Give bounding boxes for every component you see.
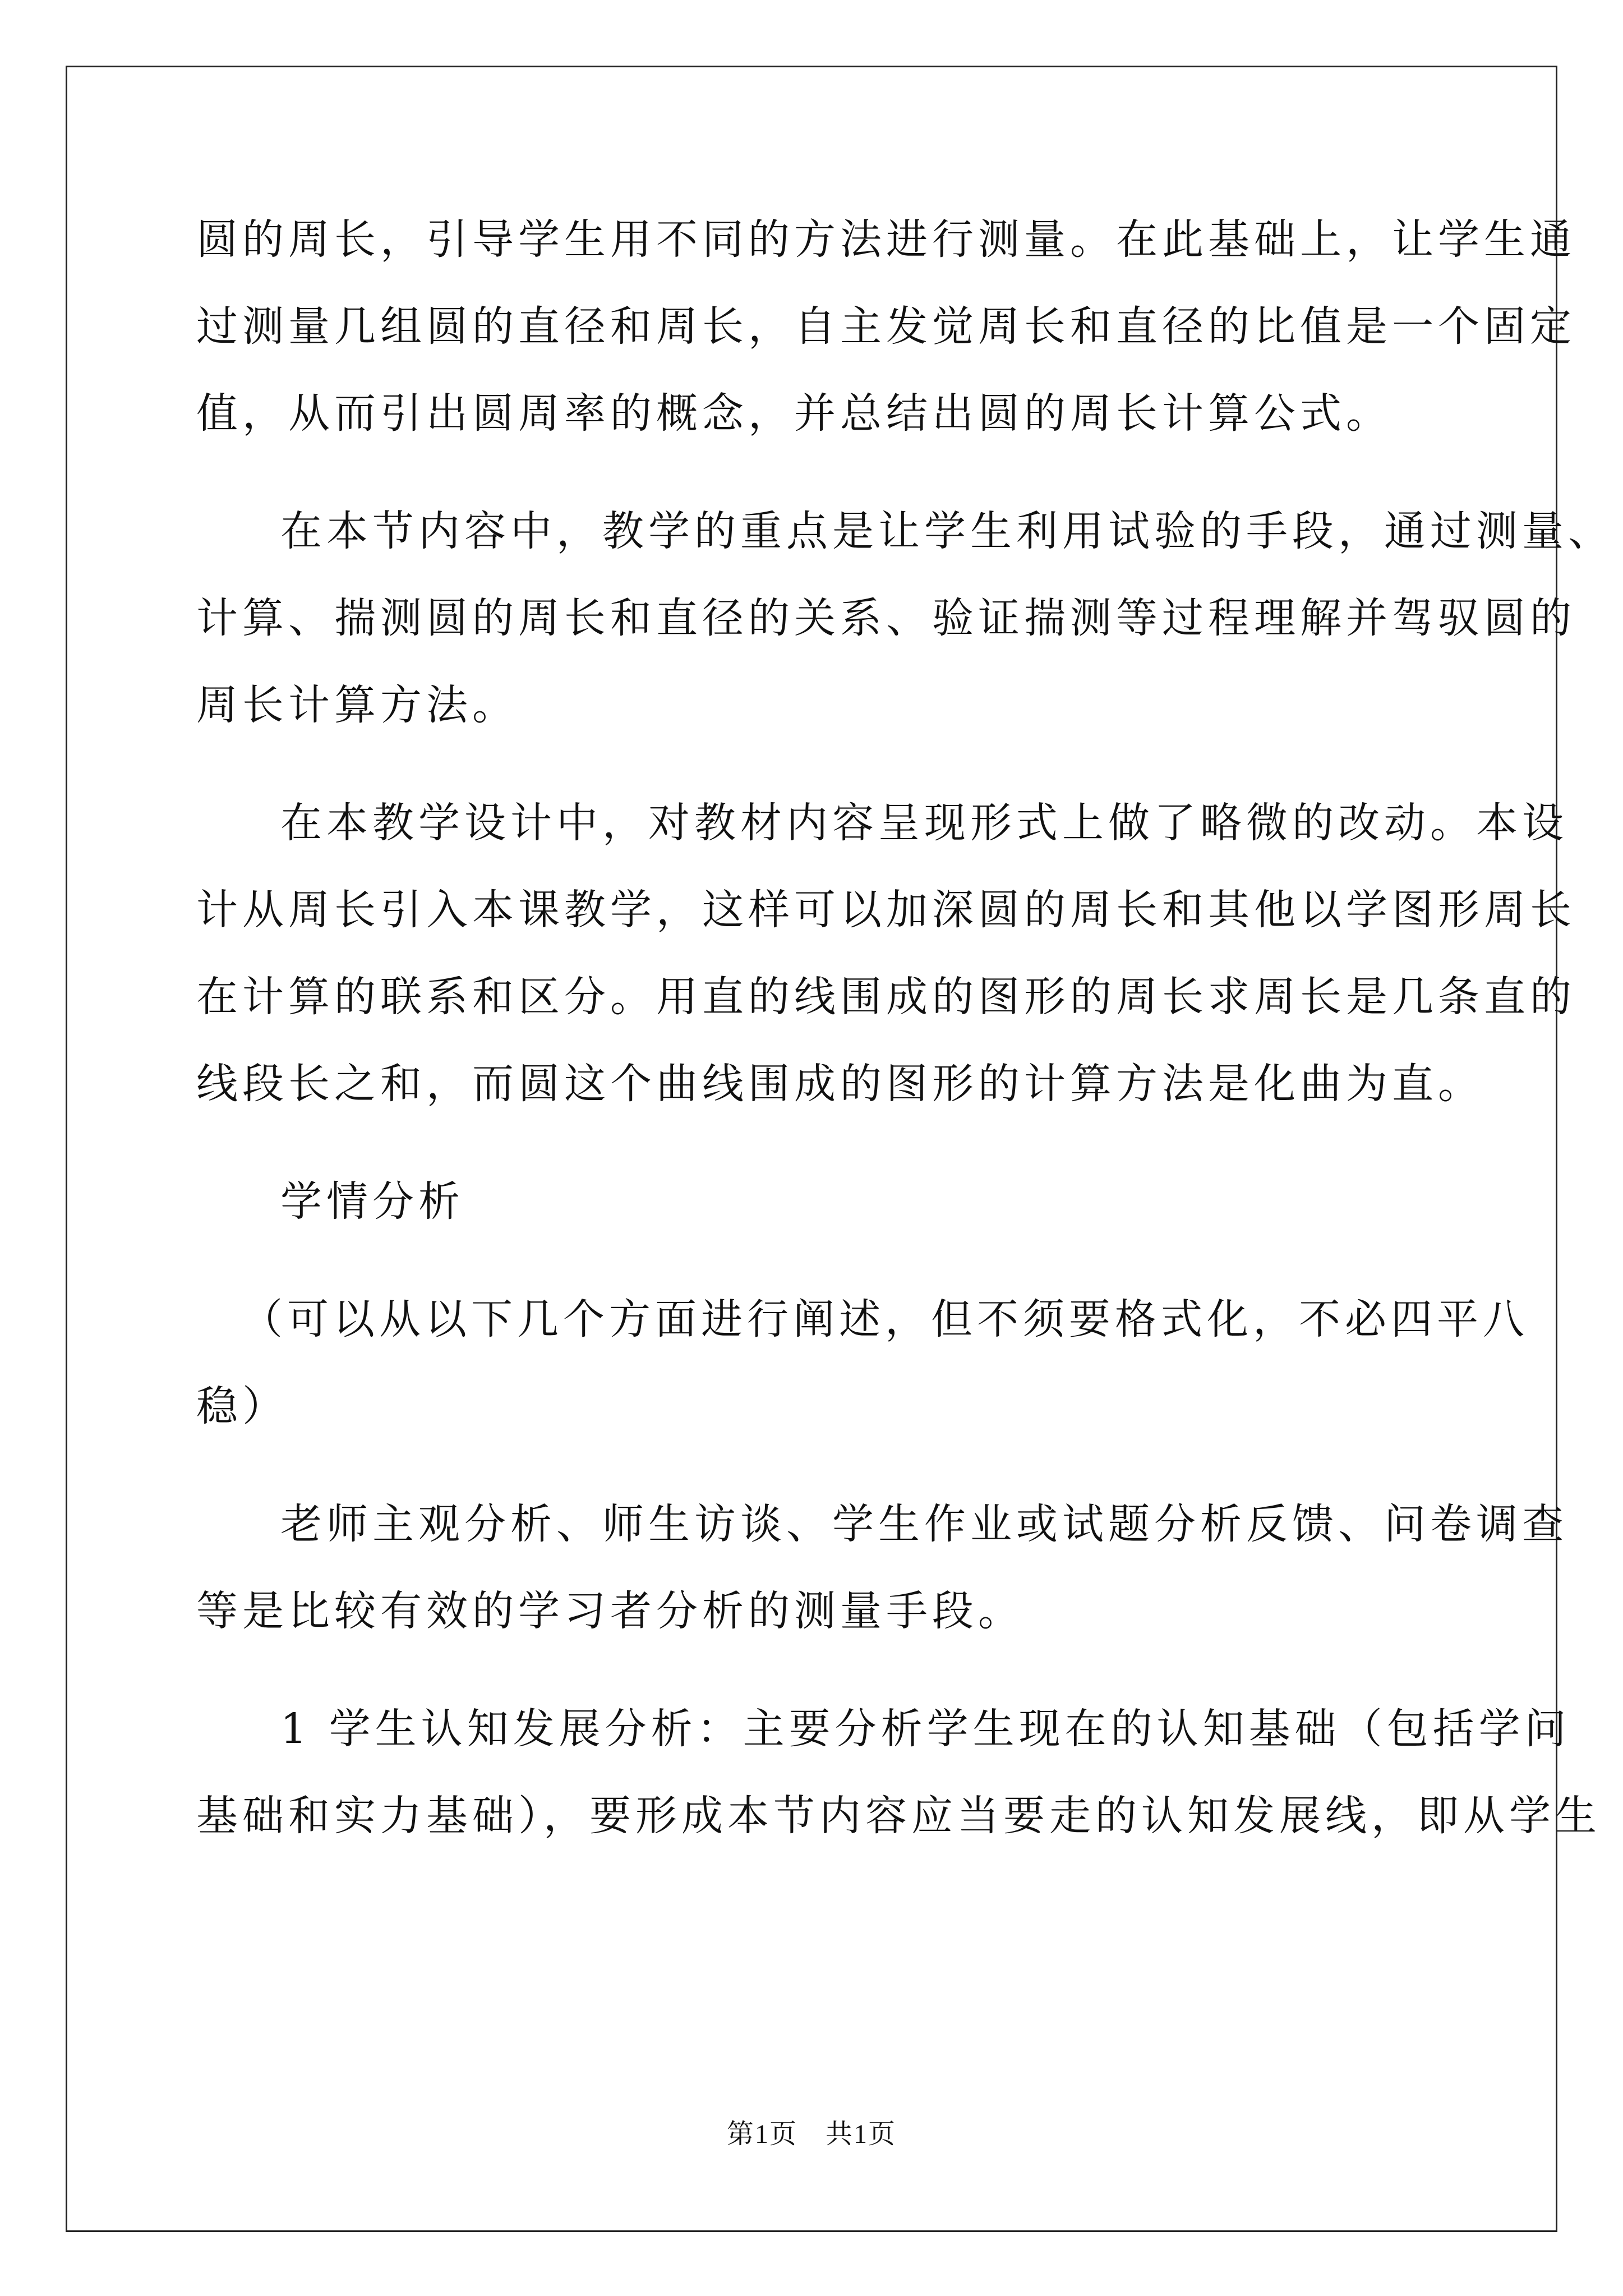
text-line-2: 过测量几组圆的直径和周长，自主发觉周长和直径的比值是一个固定 — [196, 302, 1576, 351]
text-line-3: 值，从而引出圆周率的概念，并总结出圆的周长计算公式。 — [196, 389, 1392, 438]
text-line-16: 1 学生认知发展分析：主要分析学生现在的认知基础（包括学问 — [280, 1705, 1571, 1753]
text-line-9: 在计算的联系和区分。用直的线围成的图形的周长求周长是几条直的 — [196, 973, 1576, 1021]
text-line-13: 稳） — [196, 1382, 288, 1430]
text-line-7: 在本教学设计中，对教材内容呈现形式上做了略微的改动。本设 — [280, 799, 1568, 847]
text-line-4: 在本节内容中，教学的重点是让学生利用试验的手段，通过测量、 — [280, 507, 1614, 555]
text-line-5: 计算、揣测圆的周长和直径的关系、验证揣测等过程理解并驾驭圆的 — [196, 594, 1576, 642]
text-line-10: 线段长之和，而圆这个曲线围成的图形的计算方法是化曲为直。 — [196, 1060, 1484, 1108]
text-line-17: 基础和实力基础），要形成本节内容应当要走的认知发展线，即从学生 — [196, 1792, 1601, 1840]
text-line-12: （可以从以下几个方面进行阐述，但不须要格式化，不必四平八 — [241, 1295, 1529, 1343]
text-line-14: 老师主观分析、师生访谈、学生作业或试题分析反馈、问卷调查 — [280, 1500, 1568, 1548]
text-line-15: 等是比较有效的学习者分析的测量手段。 — [196, 1587, 1024, 1635]
text-line-6: 周长计算方法。 — [196, 681, 518, 729]
page-footer: 第1页 共1页 — [726, 2119, 896, 2149]
section-heading: 学情分析 — [280, 1177, 464, 1226]
text-line-8: 计从周长引入本课教学，这样可以加深圆的周长和其他以学图形周长 — [196, 886, 1576, 934]
text-line-1: 圆的周长，引导学生用不同的方法进行测量。在此基础上，让学生通 — [196, 215, 1576, 264]
